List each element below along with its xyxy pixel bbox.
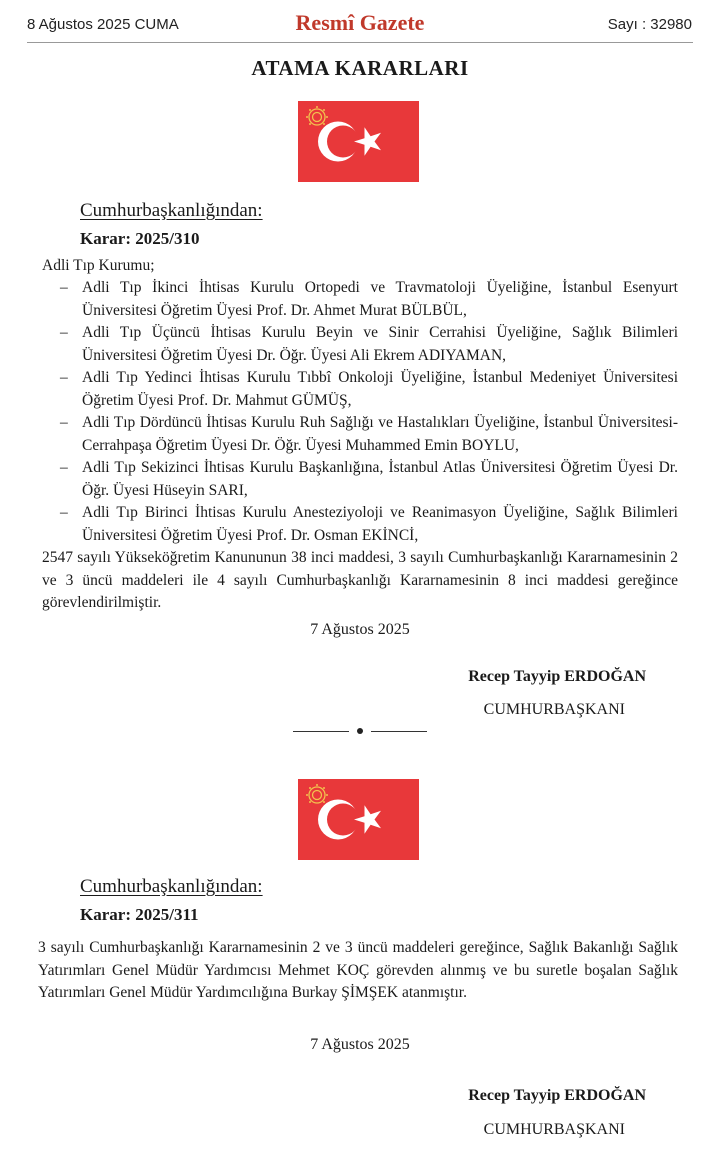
- decree1-closing: 2547 sayılı Yükseköğretim Kanununun 38 inci maddesi, 3 sayılı Cumhurbaşkanlığı Kararnamesinin 2 ve 3 üncü maddeleri ile 4 sayılı Cumhurbaşkanlığı Kararnamesinin 8 inci maddesi gereğince görevlendirilmiştir.: [42, 549, 678, 611]
- list-item: – Adli Tıp İkinci İhtisas Kurulu Ortopedi ve Travmatoloji Üyeliğine, İstanbul Esenyurt Üniversitesi Öğretim Üyesi Prof. Dr. Ahmet Murat BÜLBÜL,: [60, 277, 678, 322]
- page-title: ATAMA KARARLARI: [251, 56, 469, 80]
- decree1-item-1: Adli Tıp İkinci İhtisas Kurulu Ortopedi ve Travmatoloji Üyeliğine, İstanbul Esenyurt Üniversitesi Öğretim Üyesi Prof. Dr. Ahmet Murat BÜLBÜL,: [82, 279, 678, 319]
- list-item: – Adli Tıp Dördüncü İhtisas Kurulu Ruh Sağlığı ve Hastalıkları Üyeliğine, İstanbul Üniversitesi-Cerrahpaşa Öğretim Üyesi Dr. Öğr. Üyesi Muhammed Emin BOYLU,: [60, 412, 678, 457]
- gazette-name: Resmî Gazete: [295, 10, 425, 35]
- decree1-intro: Adli Tıp Kurumu;: [42, 257, 155, 274]
- issue-number: Sayı : 32980: [607, 16, 692, 33]
- decree1-item-6: Adli Tıp Birinci İhtisas Kurulu Anesteziyoloji ve Reanimasyon Üyeliğine, Sağlık Bilimleri Üniversitesi Öğretim Üyesi Prof. Dr. Osman EKİNCİ,: [82, 504, 678, 544]
- turkish-flag-emblem: [298, 779, 419, 860]
- decree2-signer-title: CUMHURBAŞKANI: [483, 1121, 625, 1138]
- section-separator: [0, 722, 720, 742]
- turkish-flag-emblem: [298, 101, 419, 182]
- decree2-date: 7 Ağustos 2025: [310, 1036, 410, 1053]
- decree2-body: 3 sayılı Cumhurbaşkanlığı Kararnamesinin 2 ve 3 üncü maddeleri gereğince, Sağlık Bakanlığı Sağlık Yatırımları Genel Müdür Yardımcısı Mehmet KOÇ görevden alınmış ve bu suretle boşalan Sağlık Yatırımları Genel Müdür Yardımcılığına Burkay ŞİMŞEK atanmıştır.: [38, 939, 678, 1001]
- decree1-number: Karar: 2025/310: [80, 229, 200, 248]
- decree1-item-2: Adli Tıp Üçüncü İhtisas Kurulu Beyin ve Sinir Cerrahisi Üyeliğine, Sağlık Bilimleri Üniversitesi Öğretim Üyesi Dr. Öğr. Üyesi Ali Ekrem ADIYAMAN,: [82, 324, 678, 364]
- decree1-signer-title: CUMHURBAŞKANI: [483, 701, 625, 718]
- decree1-item-5: Adli Tıp Sekizinci İhtisas Kurulu Başkanlığına, İstanbul Atlas Üniversitesi Öğretim Üyesi Dr. Öğr. Üyesi Hüseyin SARI,: [82, 459, 678, 499]
- decree2-signer: Recep Tayyip ERDOĞAN: [468, 1087, 646, 1104]
- decree2-issuer: Cumhurbaşkanlığından:: [80, 876, 263, 897]
- list-item: – Adli Tıp Üçüncü İhtisas Kurulu Beyin ve Sinir Cerrahisi Üyeliğine, Sağlık Bilimleri Üniversitesi Öğretim Üyesi Dr. Öğr. Üyesi Ali Ekrem ADIYAMAN,: [60, 322, 678, 367]
- header-date: 8 Ağustos 2025 CUMA: [27, 16, 179, 33]
- header-divider: [27, 42, 693, 43]
- decree1-date: 7 Ağustos 2025: [310, 621, 410, 638]
- list-item: – Adli Tıp Birinci İhtisas Kurulu Anesteziyoloji ve Reanimasyon Üyeliğine, Sağlık Bilimleri Üniversitesi Öğretim Üyesi Prof. Dr. Osman EKİNCİ,: [60, 502, 678, 547]
- decree1-item-3: Adli Tıp Yedinci İhtisas Kurulu Tıbbî Onkoloji Üyeliğine, İstanbul Medeniyet Üniversitesi Öğretim Üyesi Prof. Dr. Mahmut GÜMÜŞ,: [82, 369, 678, 409]
- decree2-number: Karar: 2025/311: [80, 905, 199, 924]
- list-item: – Adli Tıp Yedinci İhtisas Kurulu Tıbbî Onkoloji Üyeliğine, İstanbul Medeniyet Üniversitesi Öğretim Üyesi Prof. Dr. Mahmut GÜMÜŞ,: [60, 367, 678, 412]
- list-item: – Adli Tıp Sekizinci İhtisas Kurulu Başkanlığına, İstanbul Atlas Üniversitesi Öğretim Üyesi Dr. Öğr. Üyesi Hüseyin SARI,: [60, 457, 678, 502]
- decree1-item-4: Adli Tıp Dördüncü İhtisas Kurulu Ruh Sağlığı ve Hastalıkları Üyeliğine, İstanbul Üniversitesi-Cerrahpaşa Öğretim Üyesi Dr. Öğr. Üyesi Muhammed Emin BOYLU,: [82, 414, 678, 454]
- flag-icon: [298, 101, 419, 182]
- flag-icon: [298, 779, 419, 860]
- decree1-signer: Recep Tayyip ERDOĞAN: [468, 668, 646, 685]
- decree1-issuer: Cumhurbaşkanlığından:: [80, 200, 263, 221]
